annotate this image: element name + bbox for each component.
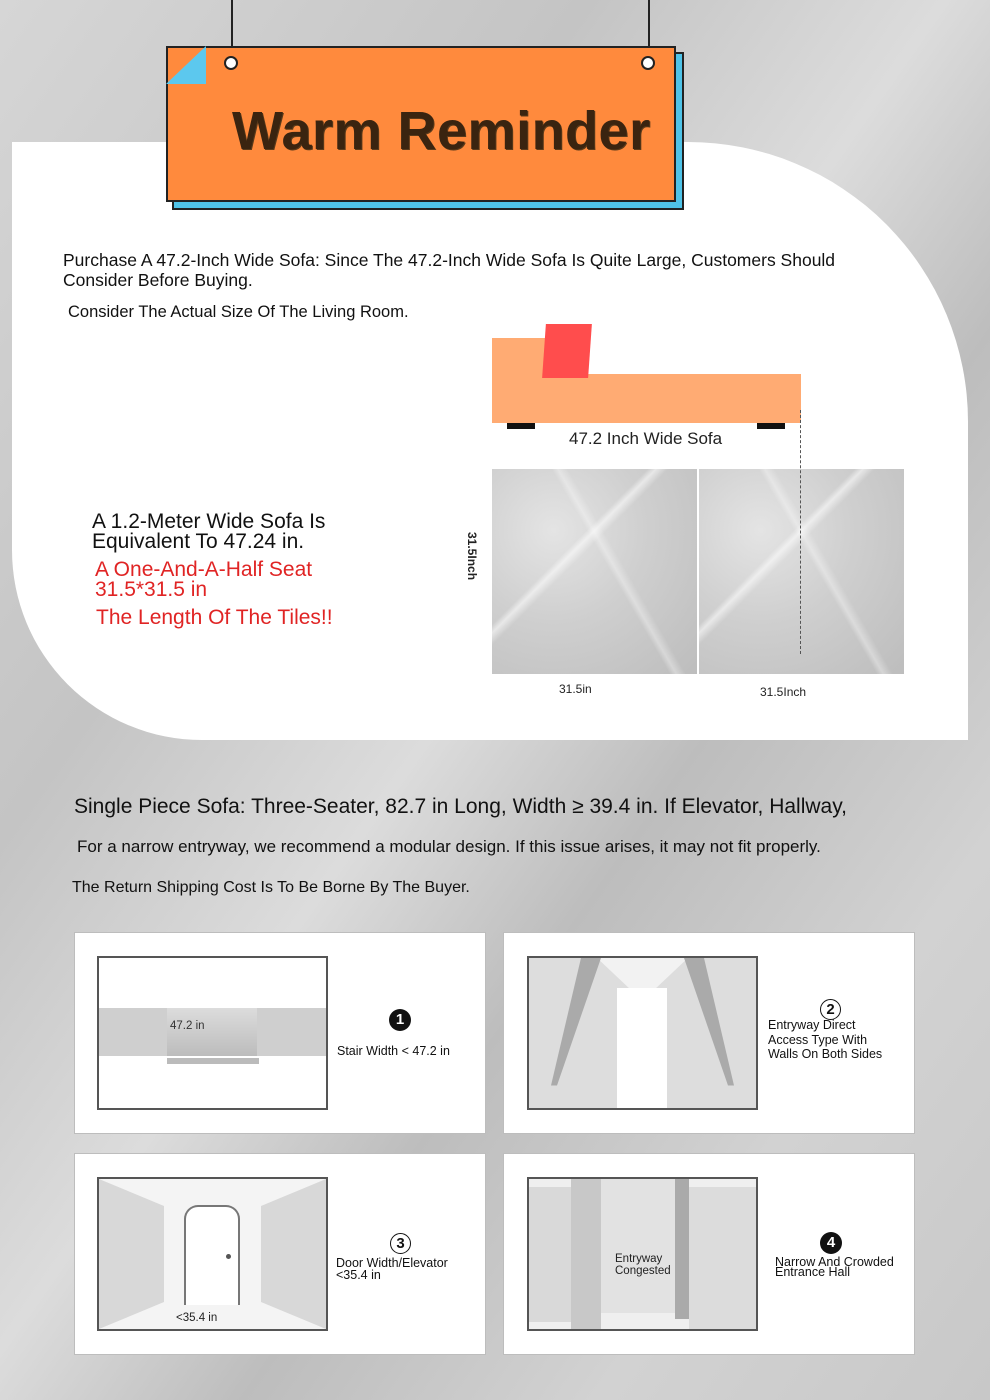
intro-line-2: Consider The Actual Size Of The Living Room. — [68, 303, 409, 321]
hall-left-wall — [529, 1187, 571, 1322]
equivalent-text: A 1.2-Meter Wide Sofa Is Equivalent To 47.24 in. — [92, 510, 326, 553]
door-illustration — [97, 1177, 328, 1331]
single-piece-heading: Single Piece Sofa: Three-Seater, 82.7 in Long, Width ≥ 39.4 in. If Elevator, Hallway, — [74, 795, 848, 818]
floor-tile-right — [699, 469, 904, 674]
dimension-dashed-line — [800, 410, 801, 654]
stair-base — [167, 1058, 259, 1064]
corridor-illustration — [527, 956, 758, 1110]
tile-bottom-label-right: 31.5Inch — [760, 685, 807, 699]
stair-step — [167, 1008, 257, 1056]
number-badge-1: 1 — [389, 1009, 411, 1031]
hall-right-wall — [689, 1187, 756, 1329]
door-knob — [226, 1254, 231, 1259]
door-frame — [184, 1205, 240, 1305]
return-shipping-note: The Return Shipping Cost Is To Be Borne By The Buyer. — [72, 879, 470, 896]
narrow-hall-caption: Narrow And Crowded Entrance Hall — [775, 1255, 894, 1279]
sofa-seat — [492, 374, 801, 423]
sofa-leg-left — [507, 423, 535, 429]
sofa-leg-right — [757, 423, 785, 429]
tile-bottom-label-left: 31.5in — [559, 682, 592, 696]
door-width-label: <35.4 in — [176, 1312, 218, 1324]
modular-design-text: For a narrow entryway, we recommend a modular design. If this issue arises, it may not fit properly. — [77, 837, 821, 856]
sofa-cushion — [542, 324, 592, 378]
sign-title: Warm Reminder — [232, 101, 651, 161]
hall-left-pillar — [571, 1179, 601, 1329]
hall-divider — [675, 1179, 689, 1319]
tile-side-label: 31.5Inch — [465, 532, 479, 581]
stair-width-label: 47.2 in — [170, 1020, 205, 1032]
number-badge-2: 2 — [820, 999, 841, 1020]
corridor-doorway — [617, 988, 667, 1108]
intro-line-1: Purchase A 47.2-Inch Wide Sofa: Since The 47.2-Inch Wide Sofa Is Quite Large, Customers Should Consider Before Buying. — [63, 250, 836, 290]
door-width-caption: Door Width/Elevator <35.4 in — [336, 1256, 448, 1282]
number-badge-3: 3 — [390, 1233, 411, 1254]
sofa-width-label: 47.2 Inch Wide Sofa — [569, 429, 723, 448]
seat-size-text: A One-And-A-Half Seat 31.5*31.5 in — [95, 558, 313, 601]
tiles-length-text: The Length Of The Tiles!! — [96, 606, 333, 629]
hall-center-wall — [601, 1179, 675, 1313]
stair-width-caption: Stair Width < 47.2 in — [337, 1044, 450, 1058]
hall-illustration — [527, 1177, 758, 1331]
room-right-wall — [261, 1179, 326, 1329]
entryway-walls-caption: Entryway Direct Access Type With Walls On Both Sides — [768, 1018, 883, 1061]
number-badge-4: 4 — [820, 1232, 842, 1254]
hanging-ring-left — [224, 56, 238, 70]
hall-congested-label: Entryway Congested — [615, 1253, 671, 1277]
floor-tile-left — [492, 469, 697, 674]
room-left-wall — [99, 1179, 164, 1329]
stair-illustration — [97, 956, 328, 1110]
hanging-ring-right — [641, 56, 655, 70]
